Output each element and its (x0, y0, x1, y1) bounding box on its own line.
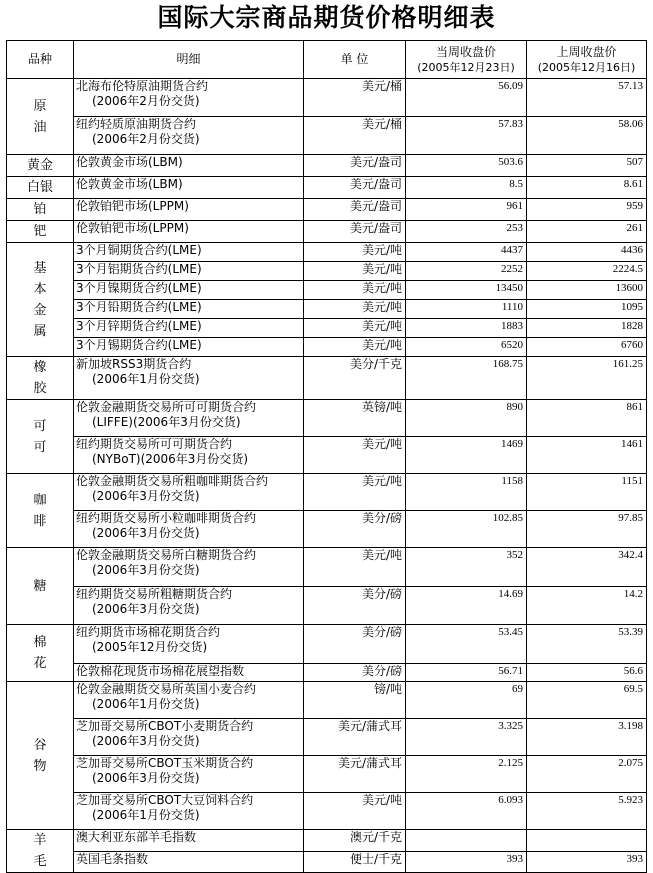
current-price-cell (406, 830, 527, 852)
category-cell (7, 548, 74, 625)
table-row (7, 199, 647, 221)
previous-price-cell: 97.85 (527, 511, 647, 548)
current-price-cell: 69 (406, 682, 527, 719)
category-cell (7, 243, 74, 357)
category-char: 属 (33, 323, 47, 339)
category-char: 糖 (33, 578, 47, 594)
category-char: 胶 (33, 381, 47, 396)
current-price-cell: 56.71 (406, 664, 527, 682)
detail-subline: (2006年3月份交货) (92, 489, 200, 503)
category-cell (7, 199, 74, 221)
current-price-cell: 253 (406, 221, 527, 243)
unit-cell: 英镑/吨 (304, 400, 406, 437)
previous-price-cell: 53.39 (527, 625, 647, 664)
category-char: 啡 (33, 513, 47, 529)
table-row (7, 664, 647, 682)
category-char: 可 (33, 418, 47, 434)
detail-subline: (2006年3月份交货) (92, 734, 200, 748)
detail-cell (74, 155, 304, 177)
previous-price-cell: 2224.5 (527, 262, 647, 281)
unit-cell: 美元/蒲式耳 (304, 756, 406, 793)
header-previous-date: (2005年12月16日) (537, 60, 636, 74)
previous-price-cell: 3.198 (527, 719, 647, 756)
category-char: 花 (33, 656, 47, 671)
previous-price-cell: 58.06 (527, 117, 647, 155)
unit-cell: 美元/盎司 (304, 177, 406, 199)
detail-line: 伦敦金融期货交易所粗咖啡期货合约 (76, 474, 269, 488)
detail-line: 英国毛条指数 (76, 851, 149, 866)
table-row (7, 474, 647, 511)
detail-subline: (2006年2月份交货) (92, 94, 200, 108)
current-price-cell: 1110 (406, 300, 527, 319)
detail-line: 伦敦铂钯市场(LPPM) (76, 221, 189, 235)
detail-cell (74, 830, 304, 852)
previous-price-cell: 342.4 (527, 548, 647, 587)
detail-line: 伦敦金融期货交易所英国小麦合约 (76, 682, 257, 696)
category-cell (7, 357, 74, 400)
detail-cell (74, 262, 304, 281)
detail-subline: (2006年3月份交货) (92, 526, 200, 540)
category-char: 棉 (33, 635, 47, 650)
detail-cell (74, 682, 304, 719)
table-row (7, 300, 647, 319)
table-row (7, 793, 647, 830)
category-char: 黄金 (26, 158, 53, 173)
detail-cell (74, 357, 304, 400)
category-char: 油 (33, 119, 47, 135)
unit-cell: 美元/吨 (304, 548, 406, 587)
table-row (7, 281, 647, 300)
header-previous-price (527, 41, 647, 79)
unit-cell: 美分/磅 (304, 511, 406, 548)
detail-line: 北海布伦特原油期货合约 (76, 79, 209, 93)
category-char: 咖 (33, 492, 47, 508)
detail-line: 伦敦棉花现货市场棉花展望指数 (76, 664, 245, 678)
current-price-cell: 6.093 (406, 793, 527, 830)
unit-cell: 美元/盎司 (304, 155, 406, 177)
detail-cell (74, 437, 304, 474)
unit-cell: 美元/桶 (304, 79, 406, 117)
category-char: 铂 (33, 202, 47, 217)
unit-cell: 美元/吨 (304, 319, 406, 338)
previous-price-cell: 507 (527, 155, 647, 177)
previous-price-cell: 1151 (527, 474, 647, 511)
category-cell (7, 221, 74, 243)
detail-line: 纽约期货交易所可可期货合约 (76, 437, 233, 451)
category-cell (7, 474, 74, 548)
previous-price-cell: 1095 (527, 300, 647, 319)
detail-cell (74, 548, 304, 587)
table-row (7, 851, 647, 873)
unit-cell: 澳元/千克 (304, 830, 406, 852)
table-row (7, 177, 647, 199)
category-char: 可 (33, 439, 47, 455)
detail-line: 芝加哥交易所CBOT大豆饲料合约 (76, 793, 254, 807)
detail-cell (74, 177, 304, 199)
detail-line: 伦敦金融期货交易所白糖期货合约 (76, 548, 257, 562)
header-current-date: (2005年12月23日) (417, 60, 515, 74)
table-row (7, 262, 647, 281)
detail-line: 3个月锌期货合约(LME) (76, 319, 202, 333)
detail-line: 3个月锡期货合约(LME) (76, 338, 202, 352)
detail-subline: (2006年3月份交货) (92, 602, 200, 616)
detail-subline: (2006年2月份交货) (92, 132, 200, 146)
current-price-cell: 503.6 (406, 155, 527, 177)
header-detail: 明细 (74, 41, 304, 79)
previous-price-cell: 1828 (527, 319, 647, 338)
detail-line: 伦敦黄金市场(LBM) (76, 155, 183, 169)
current-price-cell: 3.325 (406, 719, 527, 756)
detail-line: 芝加哥交易所CBOT小麦期货合约 (76, 719, 254, 733)
detail-line: 纽约期货交易所粗糖期货合约 (76, 587, 233, 601)
unit-cell: 美元/盎司 (304, 221, 406, 243)
table-row (7, 548, 647, 587)
table-row (7, 682, 647, 719)
category-char: 毛 (33, 854, 47, 869)
previous-price-cell: 13600 (527, 281, 647, 300)
category-char: 原 (33, 98, 47, 114)
detail-line: 3个月镍期货合约(LME) (76, 281, 202, 295)
detail-line: 芝加哥交易所CBOT玉米期货合约 (76, 756, 254, 770)
table-row (7, 155, 647, 177)
table-row (7, 79, 647, 117)
detail-cell (74, 319, 304, 338)
detail-line: 3个月铝期货合约(LME) (76, 262, 202, 276)
current-price-cell: 13450 (406, 281, 527, 300)
current-price-cell: 168.75 (406, 357, 527, 400)
table-row (7, 756, 647, 793)
category-cell (7, 177, 74, 199)
unit-cell: 美元/吨 (304, 793, 406, 830)
category-cell (7, 682, 74, 830)
price-table (6, 40, 647, 873)
table-row (7, 357, 647, 400)
category-cell (7, 625, 74, 682)
previous-price-cell: 861 (527, 400, 647, 437)
current-price-cell: 1883 (406, 319, 527, 338)
detail-subline: (2006年3月份交货) (92, 771, 200, 785)
category-char: 本 (33, 281, 47, 297)
current-price-cell: 102.85 (406, 511, 527, 548)
detail-cell (74, 221, 304, 243)
unit-cell: 美元/盎司 (304, 199, 406, 221)
detail-cell (74, 117, 304, 155)
detail-cell (74, 281, 304, 300)
detail-cell (74, 793, 304, 830)
unit-cell: 美元/桶 (304, 117, 406, 155)
current-price-cell: 1469 (406, 437, 527, 474)
category-cell (7, 830, 74, 873)
header-unit: 单 位 (304, 41, 406, 79)
detail-line: 新加坡RSS3期货合约 (76, 357, 192, 371)
current-price-cell: 57.83 (406, 117, 527, 155)
detail-line: 3个月铜期货合约(LME) (76, 243, 202, 257)
unit-cell: 美元/吨 (304, 281, 406, 300)
unit-cell: 美分/磅 (304, 664, 406, 682)
current-price-cell: 2.125 (406, 756, 527, 793)
table-row (7, 830, 647, 852)
category-char: 白银 (26, 180, 53, 195)
detail-subline: (2006年1月份交货) (92, 808, 200, 822)
detail-cell (74, 719, 304, 756)
table-row (7, 719, 647, 756)
header-category: 品种 (7, 41, 74, 79)
current-price-cell: 961 (406, 199, 527, 221)
category-char: 基 (33, 260, 47, 276)
detail-cell (74, 664, 304, 682)
current-price-cell: 56.09 (406, 79, 527, 117)
detail-line: 3个月铅期货合约(LME) (76, 300, 202, 314)
page-title: 国际大宗商品期货价格明细表 (157, 3, 496, 32)
previous-price-cell: 959 (527, 199, 647, 221)
previous-price-cell: 5.923 (527, 793, 647, 830)
previous-price-cell: 8.61 (527, 177, 647, 199)
detail-subline: (2005年12月份交货) (92, 640, 208, 654)
table-row (7, 400, 647, 437)
previous-price-cell: 69.5 (527, 682, 647, 719)
unit-cell: 美元/吨 (304, 474, 406, 511)
current-price-cell: 393 (406, 851, 527, 873)
header-current-label: 当周收盘价 (435, 44, 496, 59)
detail-subline: (2006年1月份交货) (92, 697, 200, 711)
previous-price-cell: 2.075 (527, 756, 647, 793)
category-cell (7, 79, 74, 155)
table-row (7, 243, 647, 262)
detail-cell (74, 338, 304, 357)
detail-subline: (NYBoT)(2006年3月份交货) (92, 452, 249, 466)
table-row (7, 338, 647, 357)
table-row (7, 117, 647, 155)
table-row (7, 221, 647, 243)
detail-cell (74, 587, 304, 625)
previous-price-cell (527, 830, 647, 852)
category-char: 金 (33, 302, 47, 318)
unit-cell: 镑/吨 (304, 682, 406, 719)
detail-line: 纽约期货交易所小粒咖啡期货合约 (76, 511, 257, 525)
current-price-cell: 6520 (406, 338, 527, 357)
table-row (7, 437, 647, 474)
previous-price-cell: 6760 (527, 338, 647, 357)
previous-price-cell: 1461 (527, 437, 647, 474)
detail-line: 纽约轻质原油期货合约 (76, 117, 197, 131)
category-cell (7, 155, 74, 177)
detail-subline: (LIFFE)(2006年3月份交货) (92, 415, 241, 429)
current-price-cell: 890 (406, 400, 527, 437)
detail-cell (74, 474, 304, 511)
detail-line: 纽约期货市场棉花期货合约 (76, 625, 221, 639)
previous-price-cell: 4436 (527, 243, 647, 262)
current-price-cell: 14.69 (406, 587, 527, 625)
unit-cell: 美分/磅 (304, 587, 406, 625)
detail-cell (74, 625, 304, 664)
detail-line: 澳大利亚东部羊毛指数 (76, 830, 197, 844)
previous-price-cell: 161.25 (527, 357, 647, 400)
category-char: 钯 (33, 224, 47, 239)
category-char: 物 (33, 758, 47, 774)
table-row (7, 319, 647, 338)
previous-price-cell: 56.6 (527, 664, 647, 682)
detail-cell (74, 851, 304, 873)
header-row (7, 41, 647, 79)
category-cell (7, 400, 74, 474)
current-price-cell: 2252 (406, 262, 527, 281)
detail-cell (74, 243, 304, 262)
previous-price-cell: 261 (527, 221, 647, 243)
previous-price-cell: 14.2 (527, 587, 647, 625)
table-row (7, 625, 647, 664)
current-price-cell: 4437 (406, 243, 527, 262)
previous-price-cell: 57.13 (527, 79, 647, 117)
previous-price-cell: 393 (527, 851, 647, 873)
detail-subline: (2006年1月份交货) (92, 372, 200, 386)
detail-line: 伦敦金融期货交易所可可期货合约 (76, 400, 257, 414)
table-row (7, 587, 647, 625)
detail-cell (74, 79, 304, 117)
unit-cell: 美元/蒲式耳 (304, 719, 406, 756)
detail-cell (74, 756, 304, 793)
unit-cell: 美元/吨 (304, 243, 406, 262)
detail-line: 伦敦铂钯市场(LPPM) (76, 199, 189, 213)
current-price-cell: 352 (406, 548, 527, 587)
detail-cell (74, 300, 304, 319)
header-current-price (406, 41, 527, 79)
category-char: 橡 (33, 360, 47, 375)
current-price-cell: 8.5 (406, 177, 527, 199)
detail-cell (74, 511, 304, 548)
detail-line: 伦敦黄金市场(LBM) (76, 177, 183, 191)
detail-cell (74, 400, 304, 437)
category-char: 谷 (33, 737, 47, 753)
unit-cell: 美元/吨 (304, 300, 406, 319)
detail-cell (74, 199, 304, 221)
unit-cell: 美元/吨 (304, 262, 406, 281)
current-price-cell: 1158 (406, 474, 527, 511)
unit-cell: 美元/吨 (304, 338, 406, 357)
unit-cell: 美分/千克 (304, 357, 406, 400)
detail-subline: (2006年3月份交货) (92, 563, 200, 577)
unit-cell: 美分/磅 (304, 625, 406, 664)
category-char: 羊 (33, 833, 47, 848)
header-previous-label: 上周收盘价 (556, 44, 617, 59)
unit-cell: 便士/千克 (304, 851, 406, 873)
unit-cell: 美元/吨 (304, 437, 406, 474)
current-price-cell: 53.45 (406, 625, 527, 664)
table-row (7, 511, 647, 548)
